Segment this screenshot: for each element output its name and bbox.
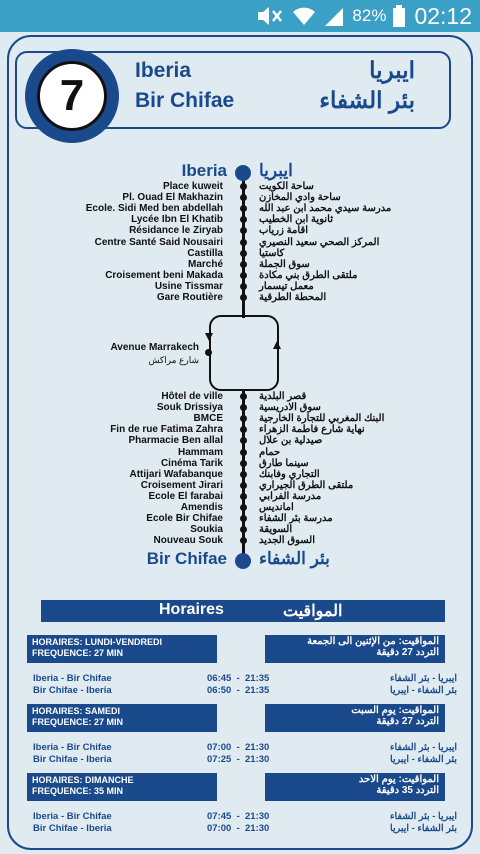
stop-dot (240, 239, 247, 246)
terminus-start-dot (235, 165, 251, 181)
trip-route-ar: بئر الشفاء - ايبريا (390, 823, 457, 834)
stop-dot (240, 426, 247, 433)
trip-route-ar: ايبريا - بئر الشفاء (390, 811, 457, 822)
trip-row (9, 754, 473, 766)
stop-row (9, 292, 473, 303)
schedule-header-fr (27, 773, 217, 801)
route-loop (209, 315, 279, 391)
stop-name-ar: سوق الجملة (259, 258, 310, 270)
stop-dot (240, 393, 247, 400)
stop-row (9, 502, 473, 513)
stop-row (9, 225, 473, 236)
stop-name-fr: Nouveau Souk (153, 535, 223, 547)
trip-time: 07:00 - 21:30 (207, 742, 270, 753)
stop-row (9, 203, 473, 214)
trip-time: 07:00 - 21:30 (207, 823, 270, 834)
schedule-header-fr (27, 704, 217, 732)
stop-dot (240, 515, 247, 522)
trip-time: 06:45 - 21:35 (207, 673, 270, 684)
stop-dot (240, 493, 247, 500)
schedule-header-ar (265, 773, 445, 801)
trip-row (9, 823, 473, 835)
stop-name-ar: المحطة الطرقية (259, 292, 327, 303)
stop-name-ar: سوق الادريسية (259, 402, 321, 414)
schedule-frequency-ar: التردد 27 دقيقة (376, 716, 439, 727)
stop-dot (240, 216, 247, 223)
stop-name-ar: السوق الجديد (259, 535, 316, 547)
battery-icon (393, 5, 405, 27)
stop-row (9, 524, 473, 535)
terminus-end-dot (235, 553, 251, 569)
stop-name-ar: صيدلية بن علال (259, 435, 323, 447)
stop-name-ar: حمام (259, 446, 281, 458)
stop-dot (240, 471, 247, 478)
stop-name-fr: Attijari Wafabanque (129, 468, 223, 480)
stop-name-fr: Souk Drissiya (156, 402, 223, 414)
loop-arrow-up-icon (273, 341, 281, 349)
stop-name-fr: Marché (187, 258, 223, 270)
schedule-header-ar (265, 635, 445, 663)
stop-dot (240, 449, 247, 456)
stop-name-fr: Résidance le Ziryab (129, 225, 223, 237)
stop-row (9, 248, 473, 259)
stop-name-fr: Usine Tissmar (154, 280, 223, 292)
stop-name-fr: Hôtel de ville (161, 391, 223, 402)
stop-name-ar: كاستيا (259, 247, 285, 259)
stop-row (9, 491, 473, 502)
stop-name-fr: Fin de rue Fatima Zahra (110, 424, 223, 436)
stop-dot (240, 460, 247, 467)
stop-name-ar: امانديس (259, 502, 294, 513)
trip-row (9, 685, 473, 697)
stop-dot (240, 183, 247, 190)
stop-name-fr: BMCE (193, 413, 223, 425)
stop-name-fr: Cinéma Tarik (160, 457, 223, 469)
terminus-start-fr: Iberia (181, 161, 227, 180)
stop-row (9, 535, 473, 546)
terminus-start-ar: ايبريا (259, 161, 293, 180)
stop-name-fr: Centre Santé Said Nousairi (94, 236, 223, 248)
mute-icon (255, 5, 285, 27)
trip-route-ar: بئر الشفاء - ايبريا (390, 685, 457, 696)
stop-name-ar: مدرسة سيدي محمد ابن عبد الله (259, 203, 392, 215)
stop-name-ar: سينما طارق (259, 457, 309, 469)
stop-name-ar: نهاية شارع فاطمة الزهراء (259, 424, 365, 436)
stop-row (9, 270, 473, 281)
stop-dot (240, 283, 247, 290)
trip-route-ar: بئر الشفاء - ايبريا (390, 754, 457, 765)
schedule-title-fr: Horaires (159, 601, 224, 618)
stop-name-fr: Ecole El farabai (148, 490, 223, 502)
schedule-days-fr: HORAIRES: LUNDI-VENDREDI (32, 637, 163, 647)
line-number: 7 (37, 61, 107, 131)
trip-route-fr: Bir Chifae - Iberia (33, 823, 112, 834)
trip-time: 07:45 - 21:30 (207, 811, 270, 822)
stop-dot (240, 205, 247, 212)
stop-dot (240, 294, 247, 301)
stop-name-fr: Croisement beni Makada (105, 269, 223, 281)
schedule-days-ar: المواقيت: من الإثنين الى الجمعة (307, 636, 439, 647)
loop-stop-fr: Avenue Marrakech (110, 342, 199, 353)
stop-dot (240, 504, 247, 511)
terminus-end-ar: بئر الشفاء (259, 549, 330, 568)
wifi-icon (292, 5, 316, 27)
stop-row (9, 237, 473, 248)
stop-row (9, 447, 473, 458)
stop-dot (240, 404, 247, 411)
stop-name-ar: المركز الصحي سعيد النصيري (259, 236, 380, 248)
stop-dot (240, 272, 247, 279)
stop-name-ar: السويقة (259, 524, 293, 536)
stop-dot (205, 349, 212, 356)
stop-name-fr: Croisement Jirari (140, 479, 223, 491)
stop-dot (240, 250, 247, 257)
stop-name-ar: مدرسة بئر الشفاء (259, 513, 333, 525)
stop-name-ar: ساحة وادي المخازن (259, 192, 341, 204)
trip-route-fr: Iberia - Bir Chifae (33, 673, 112, 684)
stop-row (9, 480, 473, 491)
loop-arrow-down-icon (205, 333, 213, 341)
stop-dot (240, 437, 247, 444)
trip-route-fr: Iberia - Bir Chifae (33, 811, 112, 822)
stop-row (9, 281, 473, 292)
stop-name-fr: Ecole. Sidi Med ben abdellah (85, 203, 223, 215)
trip-route-fr: Bir Chifae - Iberia (33, 685, 112, 696)
stop-name-fr: Gare Routière (156, 292, 223, 303)
battery-percentage: 82% (352, 6, 387, 25)
stop-name-fr: Pl. Ouad El Makhazin (122, 192, 223, 204)
stop-dot (240, 227, 247, 234)
stop-row (9, 413, 473, 424)
schedule-days-ar: المواقيت: يوم السبت (351, 705, 439, 716)
clock: 02:12 (414, 2, 472, 29)
schedule-frequency-ar: التردد 35 دقيقة (376, 785, 439, 796)
stop-name-fr: Castilla (187, 247, 223, 259)
trip-time: 06:50 - 21:35 (207, 685, 270, 696)
stop-row (9, 402, 473, 413)
stop-name-fr: Amendis (180, 502, 223, 513)
stop-row (9, 513, 473, 524)
stop-name-fr: Hammam (177, 446, 223, 458)
stop-dot (240, 261, 247, 268)
stop-name-fr: Place kuweit (162, 181, 223, 192)
stop-row (9, 214, 473, 225)
schedule-days-fr: HORAIRES: SAMEDI (32, 706, 121, 716)
stop-name-ar: ملتقى الطرق الجيراري (259, 479, 354, 491)
stop-name-ar: ملتقى الطرق بني مكادة (259, 269, 358, 281)
line-number-badge (25, 49, 119, 143)
header-origin-ar: ايبريا (369, 57, 415, 83)
schedule-frequency-ar: التردد 27 دقيقة (376, 647, 439, 658)
stop-name-ar: اقامة زرياب (259, 225, 309, 237)
stop-row (9, 192, 473, 203)
stop-name-ar: البنك المغربي للتجارة الخارجية (259, 413, 385, 425)
header-destination-ar: بئر الشفاء (319, 87, 415, 113)
status-bar (0, 0, 480, 32)
stop-dot (240, 526, 247, 533)
stop-row (9, 435, 473, 446)
stop-row (9, 391, 473, 402)
stop-name-ar: التجاري وفابنك (259, 468, 320, 480)
stop-dot (240, 537, 247, 544)
stop-name-fr: Lycée Ibn El Khatib (131, 214, 223, 226)
trip-route-ar: ايبريا - بئر الشفاء (390, 673, 457, 684)
line-card (7, 35, 473, 850)
stop-name-ar: ساحة الكويت (259, 181, 314, 192)
stop-row (9, 469, 473, 480)
trip-route-ar: ايبريا - بئر الشفاء (390, 742, 457, 753)
schedule-frequency-fr: FREQUENCE: 27 MIN (32, 648, 124, 658)
stop-row (9, 181, 473, 192)
stop-name-ar: معمل تيسمار (259, 280, 314, 292)
stop-name-ar: مدرسة الفرابي (259, 490, 322, 502)
schedule-banner (41, 600, 445, 622)
signal-icon (323, 5, 345, 27)
header-origin-fr: Iberia (135, 59, 192, 82)
schedule-header-fr (27, 635, 217, 663)
stop-name-fr: Soukia (190, 524, 223, 536)
header-destination-fr: Bir Chifae (135, 89, 235, 112)
stop-dot (240, 194, 247, 201)
terminus-end-fr: Bir Chifae (146, 549, 227, 568)
trip-row (9, 811, 473, 823)
stop-row (9, 458, 473, 469)
stop-dot (240, 415, 247, 422)
trip-time: 07:25 - 21:30 (207, 754, 270, 765)
schedule-frequency-fr: FREQUENCE: 35 MIN (32, 786, 124, 796)
stop-dot (240, 482, 247, 489)
loop-stop-ar: شارع مراكش (148, 355, 199, 365)
trip-route-fr: Bir Chifae - Iberia (33, 754, 112, 765)
schedule-frequency-fr: FREQUENCE: 27 MIN (32, 717, 124, 727)
stop-row (9, 424, 473, 435)
stop-name-fr: Ecole Bir Chifae (146, 513, 223, 525)
trip-row (9, 673, 473, 685)
stop-name-ar: قصر البلدية (259, 391, 307, 402)
stop-name-ar: ثانوية ابن الخطيب (259, 214, 333, 226)
trip-row (9, 742, 473, 754)
schedule-days-fr: HORAIRES: DIMANCHE (32, 775, 134, 785)
stop-name-fr: Pharmacie Ben allal (128, 435, 223, 447)
schedule-days-ar: المواقيت: يوم الاحد (358, 774, 439, 785)
schedule-title-ar: المواقيت (283, 603, 343, 620)
stop-row (9, 259, 473, 270)
trip-route-fr: Iberia - Bir Chifae (33, 742, 112, 753)
schedule-header-ar (265, 704, 445, 732)
